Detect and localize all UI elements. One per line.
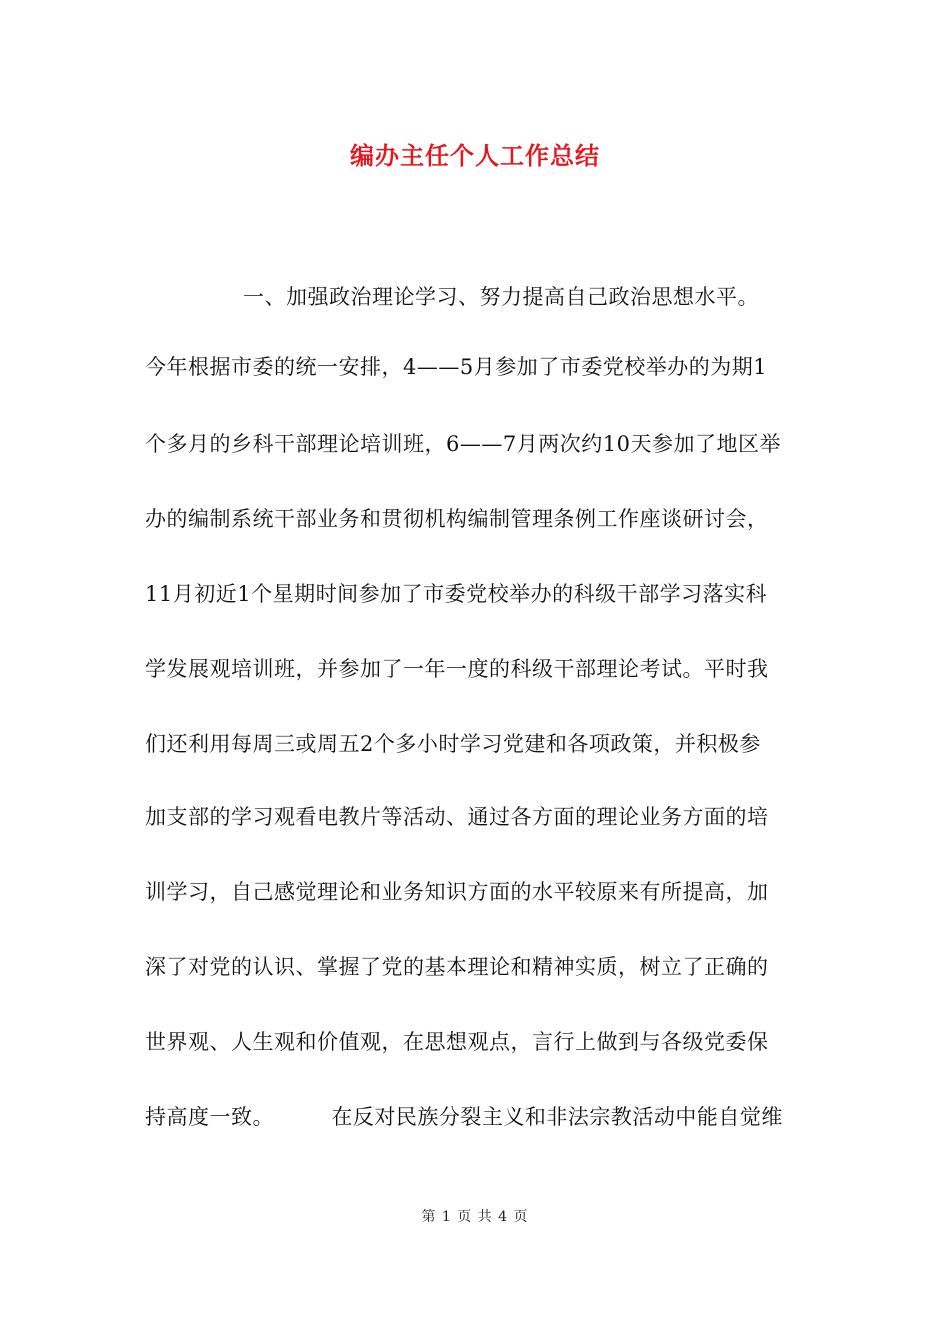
body-line: 今年根据市委的统一安排，4——5月参加了市委党校举办的为期1 xyxy=(145,355,768,379)
body-line: 学发展观培训班，并参加了一年一度的科级干部理论考试。平时我 xyxy=(145,657,769,681)
body-line: 训学习，自己感觉理论和业务知识方面的水平较原来有所提高，加 xyxy=(145,880,769,904)
body-line: 11月初近1个星期时间参加了市委党校举办的科级干部学习落实科 xyxy=(145,582,768,606)
body-line: 办的编制系统干部业务和贯彻机构编制管理条例工作座谈研讨会， xyxy=(145,507,769,531)
document-title: 编办主任个人工作总结 xyxy=(350,141,600,170)
body-line: 世界观、人生观和价值观，在思想观点，言行上做到与各级党委保 xyxy=(145,1030,769,1054)
page-number-footer: 第 1 页 共 4 页 xyxy=(421,1209,529,1225)
body-line: 个多月的乡科干部理论培训班，6——7月两次约10天参加了地区举 xyxy=(145,432,781,456)
body-line: 们还利用每周三或周五2个多小时学习党建和各项政策，并积极参 xyxy=(145,732,761,756)
body-line: 持高度一致。 在反对民族分裂主义和非法宗教活动中能自觉维 xyxy=(145,1105,783,1129)
body-line: 加支部的学习观看电教片等活动、通过各方面的理论业务方面的培 xyxy=(145,805,769,829)
section-heading: 一、加强政治理论学习、努力提高自己政治思想水平。 xyxy=(243,285,759,309)
body-line: 深了对党的认识、掌握了党的基本理论和精神实质，树立了正确的 xyxy=(145,955,769,979)
